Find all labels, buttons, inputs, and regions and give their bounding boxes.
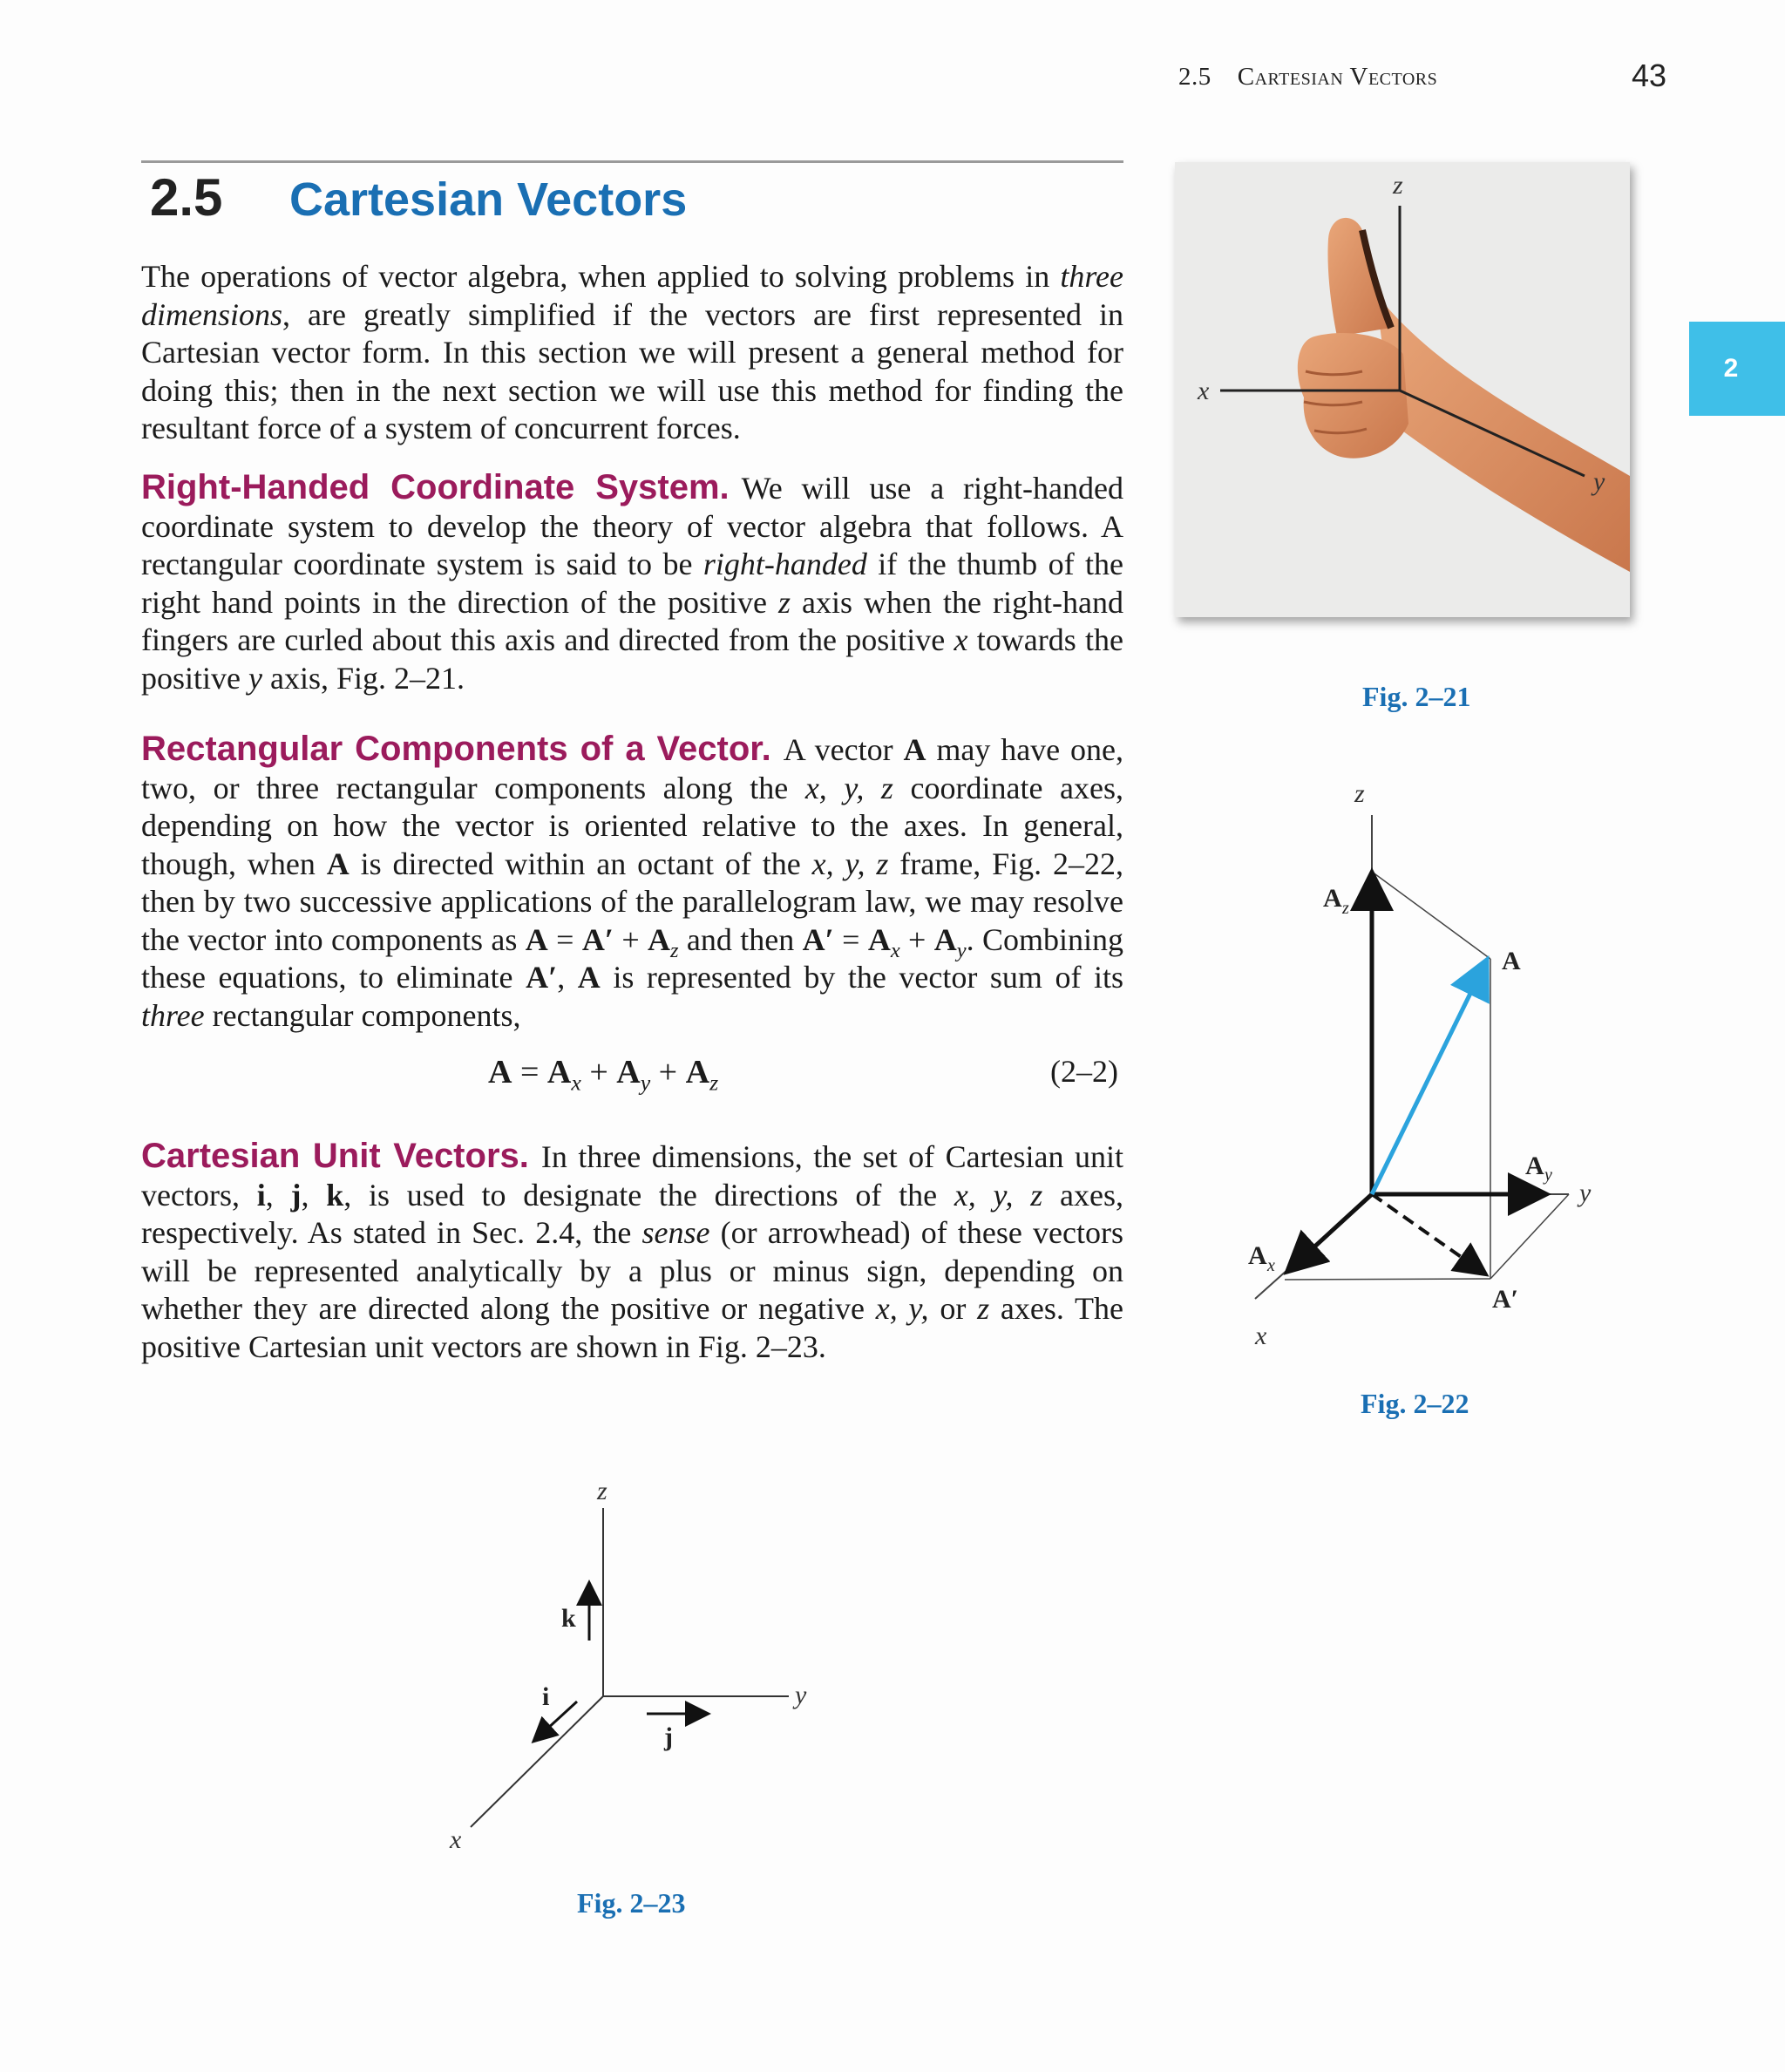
fig-2-23-caption: Fig. 2–23 (577, 1887, 686, 1919)
running-header-title: Cartesian Vectors (1237, 63, 1438, 91)
section-number: 2.5 (150, 168, 223, 227)
fig23-x-axis (471, 1696, 603, 1827)
thumb (1327, 218, 1391, 336)
rectangular-components-heading: Rectangular Components of a Vector. (141, 730, 771, 768)
fig22-Az-sub: z (1342, 899, 1349, 918)
vector-Ax (1290, 1194, 1372, 1269)
forearm (1375, 293, 1630, 572)
fig23-y-label: y (795, 1681, 807, 1709)
vector-A-prime (1372, 1194, 1483, 1273)
fig-2-22-caption: Fig. 2–22 (1361, 1388, 1469, 1419)
figure-2-23 (418, 1473, 854, 1865)
right-hand-illustration (1175, 162, 1630, 617)
fig22-z-label: z (1354, 779, 1365, 808)
section-rule (141, 160, 1123, 163)
page-number: 43 (1632, 58, 1667, 93)
fig22-Ax-label: A (1248, 1241, 1267, 1270)
fig23-j-label: j (664, 1722, 673, 1751)
right-handed-heading: Right-Handed Coordinate System. (141, 468, 730, 506)
fig-2-21-caption: Fig. 2–21 (1362, 681, 1471, 712)
vector-A (1372, 963, 1485, 1194)
figure-2-22 (1203, 767, 1621, 1360)
unit-vectors-heading: Cartesian Unit Vectors. (141, 1137, 529, 1175)
rectangular-components-paragraph: Rectangular Components of a Vector. A vector A may have one, two, or three rectangular components along the x, y, z coordinate axes, depending on how the vector is oriented relative to the axes. In general, though, when A is directed within an octant of the x, y, z frame, Fig. 2–22, then by two successive applications of the parallelogram law, we may resolve the vector into components as $A = A' + A_z$ and then $A' = A_x + A_y$. Combining these equations, to eliminate A′, A is represented by the vector sum of its three rectangular components, (141, 730, 1124, 1033)
fig22-Ay-label: A (1525, 1151, 1544, 1180)
fig22-y-label: y (1579, 1179, 1592, 1207)
fig23-k-label: k (561, 1604, 576, 1633)
intro-paragraph: The operations of vector algebra, when applied to solving problems in three dimensions, are greatly simplified if the vectors are first represented in Cartesian vector form. In this section we will present a general method for doing this; then in the next section we will use this method for finding the resultant force of a system of concurrent forces. (141, 259, 1123, 445)
right-hand-photo (1175, 162, 1630, 617)
chapter-tab: 2 (1689, 322, 1785, 416)
fig23-i-label: i (542, 1682, 550, 1711)
running-header (1178, 63, 1437, 92)
fig22-A-prime-label: A′ (1492, 1285, 1519, 1314)
equation-number: (2–2) (1050, 1054, 1118, 1089)
fig22-Ax-sub: x (1267, 1256, 1275, 1275)
fig21-y-label: y (1593, 467, 1605, 496)
section-title: Cartesian Vectors (289, 173, 688, 226)
fig22-Az-label: A (1323, 884, 1342, 913)
fig23-x-label: x (450, 1825, 462, 1854)
unit-vectors-paragraph: Cartesian Unit Vectors. In three dimensions, the set of Cartesian unit vectors, i, j, k, is used to designate the directions of the x, y, z axes, respectively. As stated in Sec. 2.4, the sense (or arrowhead) of these vectors will be represented analytically by a plus or minus sign, depending on whether they are directed along the positive or negative x, y, or z axes. The positive Cartesian unit vectors are shown in Fig. 2–23. (141, 1137, 1123, 1364)
fig23-z-label: z (597, 1477, 607, 1505)
right-handed-paragraph: Right-Handed Coordinate System. We will use a right-handed coordinate system to develop the theory of vector algebra that follows. A rectangular coordinate system is said to be right-handed if the thumb of the right hand points in the direction of the positive z axis when the right-hand fingers are curled about this axis and directed from the positive x towards the positive y axis, Fig. 2–21. (141, 468, 1124, 696)
fig21-x-label: x (1198, 377, 1210, 405)
fig22-x-label: x (1255, 1321, 1267, 1350)
fig21-z-label: z (1393, 171, 1403, 200)
fig22-Ay-sub: y (1544, 1165, 1552, 1185)
equation-2-2: $A = A_x + A_y + A_z$ (488, 1054, 719, 1096)
fig22-A-label: A (1502, 947, 1521, 975)
running-header-section-number: 2.5 (1178, 63, 1211, 91)
fist (1298, 333, 1408, 459)
